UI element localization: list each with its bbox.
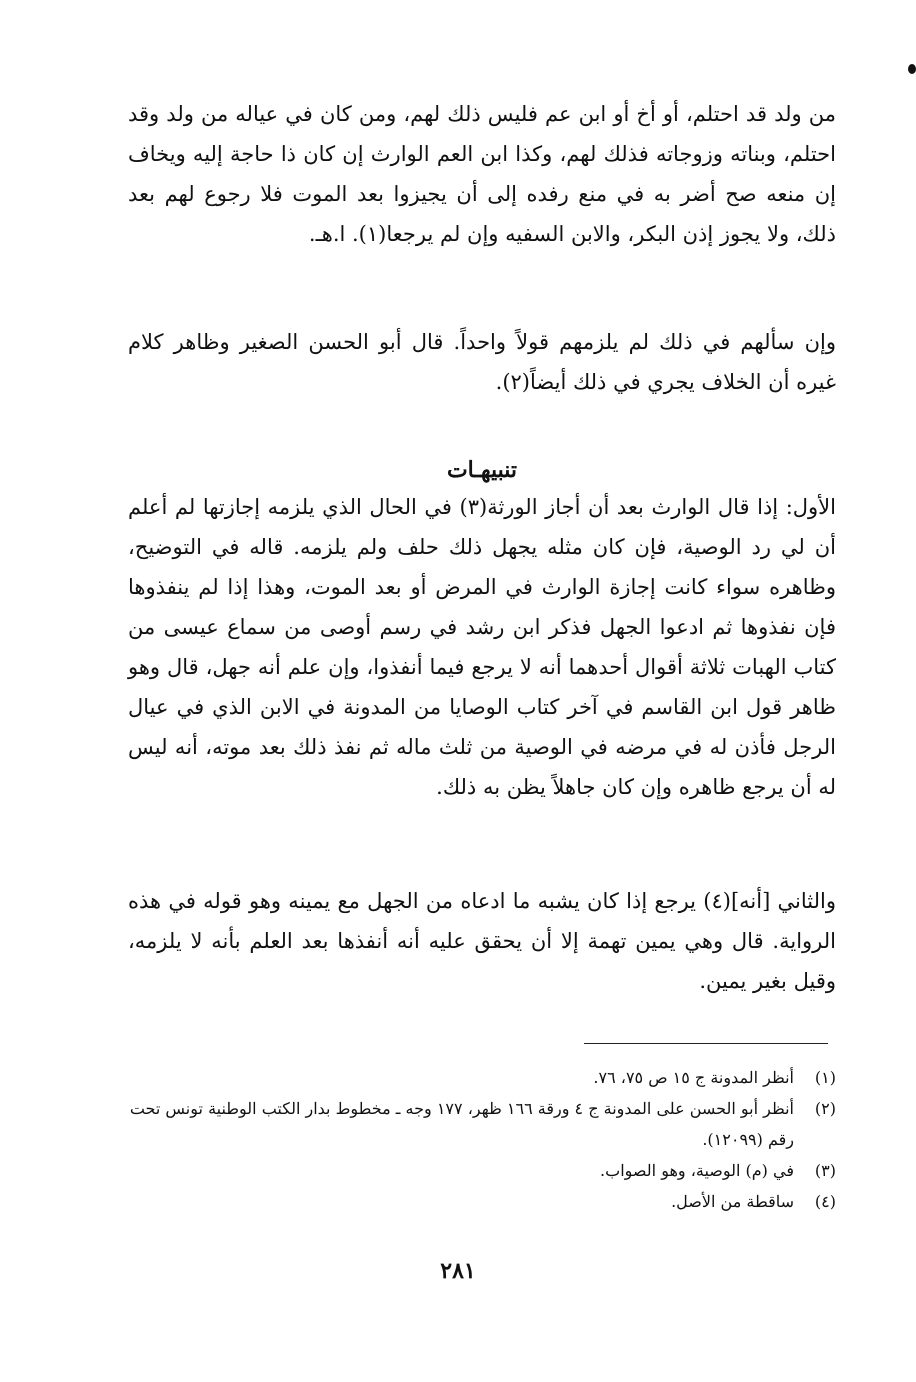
footnote-4 (128, 1186, 836, 1217)
footnote-text: ساقطة من الأصل. (671, 1192, 794, 1211)
footnote-divider (584, 1043, 828, 1044)
footnotes (128, 1062, 836, 1217)
paragraph-1: من ولد قد احتلم، أو أخ أو ابن عم فليس ذلك لهم، ومن كان في عياله من ولد وقد احتلم، وبناته وزوجاته فذلك لهم، وكذا ابن العم الوارث إن كان ذا حاجة إليه ويخاف إن منعه صح أضر به في منع رفده إلى أن يجيزوا بعد الموت فلا رجوع لهم بعد ذلك، ولا يجوز إذن البكر، والابن السفيه وإن لم يرجعا(١). ا.هـ. (128, 102, 836, 246)
page-number: ٢٨١ (440, 1258, 476, 1284)
footnote-number: (١) (814, 1068, 836, 1087)
section-heading: تنبيهـات (446, 457, 518, 483)
footnote-1 (128, 1062, 836, 1093)
note-first: الأول: إذا قال الوارث بعد أن أجاز الورثة(٣) في الحال الذي يلزمه إجازتها لم أعلم أن لي رد الوصية، فإن كان مثله يجهل ذلك حلف ولم يلزمه. قاله في التوضيح، وظاهره سواء كانت إجازة الوارث في المرض أو بعد الموت، وهذا إذا لم ينفذوها فإن نفذوها ثم ادعوا الجهل فذكر ابن رشد في رسم أوصى من سماع عيسى من كتاب الهبات ثلاثة أقوال أحدهما أنه لا يرجع فيما أنفذوا، وإن علم أنه جهل، قال وهو ظاهر قول ابن القاسم في آخر كتاب الوصايا من المدونة في الابن الذي في عيال الرجل فأذن له في مرضه في الوصية من ثلث ماله ثم نفذ ذلك بعد موته، أنه ليس له أن يرجع ظاهره وإن كان جاهلاً يظن به ذلك. (128, 495, 836, 799)
footnote-3 (128, 1155, 836, 1186)
note-second: والثاني [أنه](٤) يرجع إذا كان يشبه ما ادعاه من الجهل مع يمينه وهو قوله في هذه الرواية. قال وهي يمين تهمة إلا أن يحقق عليه أنه أنفذها بعد العلم بأنه لا يلزمه، وقيل بغير يمين. (128, 889, 836, 993)
footnote-number: (٤) (814, 1192, 836, 1211)
margin-mark (908, 64, 916, 74)
footnote-number: (٣) (814, 1161, 836, 1180)
paragraph-2: وإن سألهم في ذلك لم يلزمهم قولاً واحداً. قال أبو الحسن الصغير وظاهر كلام غيره أن الخلاف يجري في ذلك أيضاً(٢). (128, 330, 836, 394)
footnote-2 (128, 1093, 836, 1155)
footnote-text: في (م) الوصية، وهو الصواب. (600, 1161, 794, 1180)
footnote-number: (٢) (814, 1099, 836, 1118)
footnote-text: أنظر المدونة ج ١٥ ص ٧٥، ٧٦. (593, 1068, 794, 1087)
footnote-text: أنظر أبو الحسن على المدونة ج ٤ ورقة ١٦٦ ظهر، ١٧٧ وجه ـ مخطوط بدار الكتب الوطنية تونس تحت رقم (١٢٠٩٩). (129, 1099, 794, 1149)
